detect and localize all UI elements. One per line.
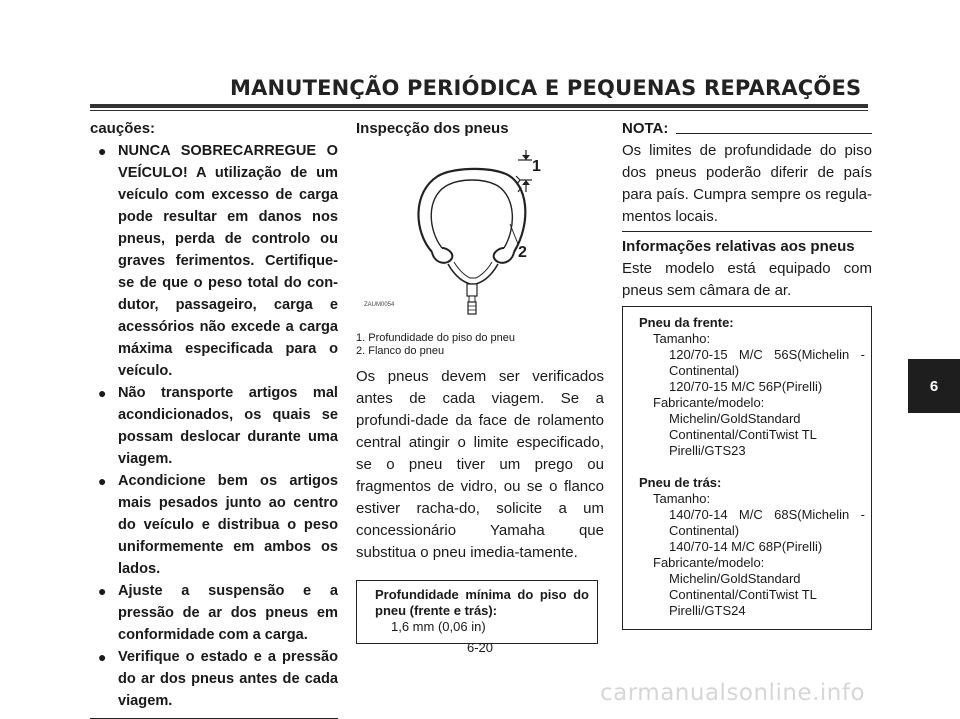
bullet-text: Verifique o estado e a pressão do ar dos pneus antes de cada viagem. bbox=[118, 649, 338, 709]
page-number: 6-20 bbox=[466, 640, 494, 655]
chapter-tab bbox=[908, 359, 960, 413]
warning-bullet bbox=[90, 470, 338, 580]
rear-maker-label: Fabricante/modelo: bbox=[653, 555, 765, 570]
front-maker-label: Fabricante/modelo: bbox=[653, 395, 765, 410]
tyre-cross-section-illustration bbox=[356, 140, 604, 318]
bullet-icon: ● bbox=[98, 649, 107, 665]
tyre-spec-box bbox=[622, 306, 872, 630]
nota-end-rule bbox=[622, 231, 872, 232]
section-title-inspection: Inspecção dos pneus bbox=[356, 120, 509, 137]
tyre-figure bbox=[356, 140, 604, 318]
callout-1: 1 bbox=[532, 158, 541, 175]
rear-maker-2: Continental/ContiTwist TL bbox=[669, 587, 817, 602]
tyre-info-text: Este modelo está equipado com pneus sem câmara de ar. bbox=[622, 260, 872, 299]
page-header-title: MANUTENÇÃO PERIÓDICA E PEQUENAS REPARAÇÕES bbox=[230, 76, 862, 100]
warning-bullet bbox=[90, 382, 338, 470]
rear-size-1: 140/70-14 M/C 68S(Michelin - Continental) bbox=[669, 507, 865, 538]
nota-rule bbox=[676, 133, 872, 134]
nota-text: Os limites de profundidade do piso dos pneus poderão diferir de país para país. Cumpra sempre os regula-mentos locais. bbox=[622, 142, 872, 225]
front-maker-1: Michelin/GoldStandard bbox=[669, 411, 801, 426]
spec-value: 1,6 mm (0,06 in) bbox=[391, 619, 486, 634]
chapter-tab-label: 6 bbox=[929, 377, 939, 395]
bullet-text: Ajuste a suspensão e a pressão de ar dos pneus em conformidade com a carga. bbox=[118, 583, 338, 643]
column-notes bbox=[622, 118, 872, 630]
front-size-label: Tamanho: bbox=[653, 331, 711, 346]
caption-1: 1. Profundidade do piso do pneu bbox=[356, 332, 516, 344]
front-tyre-heading: Pneu da frente: bbox=[639, 315, 734, 330]
front-maker-3: Pirelli/GTS23 bbox=[669, 443, 746, 458]
spec-label: Profundidade mínima do piso do pneu (frente e trás): bbox=[375, 587, 589, 618]
warning-heading: cauções: bbox=[90, 120, 156, 137]
tread-depth-spec-box bbox=[356, 580, 598, 644]
section-title-tyre-info: Informações relativas aos pneus bbox=[622, 238, 855, 255]
rear-maker-3: Pirelli/GTS24 bbox=[669, 603, 746, 618]
spacer bbox=[639, 459, 865, 475]
figure-code: ZAUM0054 bbox=[364, 302, 395, 308]
warning-bullet bbox=[90, 580, 338, 646]
caption-2: 2. Flanco do pneu bbox=[356, 345, 445, 357]
rear-size-2: 140/70-14 M/C 68P(Pirelli) bbox=[669, 539, 823, 554]
bullet-icon: ● bbox=[98, 473, 107, 489]
inspection-text: Os pneus devem ser verificados antes de cada viagem. Se a profundi-dade da face de rolamento central atingir o limite especificado, se o pneu tiver um prego ou fragmentos de vidro, ou se o flanco estiver racha-do, solicite a um concessionário Yamaha que substitua o pneu imedia-tamente. bbox=[356, 368, 604, 561]
watermark: carmanualsonline.info bbox=[600, 680, 866, 706]
bullet-icon: ● bbox=[98, 583, 107, 599]
column-inspection bbox=[356, 118, 604, 644]
bullet-text: Não transporte artigos mal acondicionados, os quais se possam deslocar durante uma viagem. bbox=[118, 385, 338, 467]
bullet-icon: ● bbox=[98, 385, 107, 401]
callout-2: 2 bbox=[518, 244, 527, 261]
warning-bullet bbox=[90, 140, 338, 382]
nota-heading-row bbox=[622, 118, 872, 140]
warning-bullet bbox=[90, 646, 338, 712]
rear-maker-1: Michelin/GoldStandard bbox=[669, 571, 801, 586]
header-rule-thin bbox=[90, 110, 868, 111]
bullet-icon: ● bbox=[98, 143, 107, 159]
rear-size-label: Tamanho: bbox=[653, 491, 711, 506]
figure-captions bbox=[356, 332, 604, 358]
bullet-text: Acondicione bem os artigos mais pesados junto ao centro do veículo e distribua o peso uniformemente em ambos os lados. bbox=[118, 473, 338, 577]
front-size-2: 120/70-15 M/C 56P(Pirelli) bbox=[669, 379, 823, 394]
bullet-text: NUNCA SOBRECARREGUE O VEÍCULO! A utilização de um veículo com excesso de carga pode resultar em danos nos pneus, perda de controlo ou graves ferimentos. Certifique-se de que o peso total do con-dutor, passageiro, carga e acessórios não excede a carga máxima especificada para o veículo. bbox=[118, 143, 338, 379]
column-warnings bbox=[90, 118, 338, 719]
front-maker-2: Continental/ContiTwist TL bbox=[669, 427, 817, 442]
nota-label: NOTA: bbox=[622, 120, 669, 137]
front-size-1: 120/70-15 M/C 56S(Michelin - Continental) bbox=[669, 347, 865, 378]
header-rule bbox=[90, 104, 868, 108]
rear-tyre-heading: Pneu de trás: bbox=[639, 475, 722, 490]
